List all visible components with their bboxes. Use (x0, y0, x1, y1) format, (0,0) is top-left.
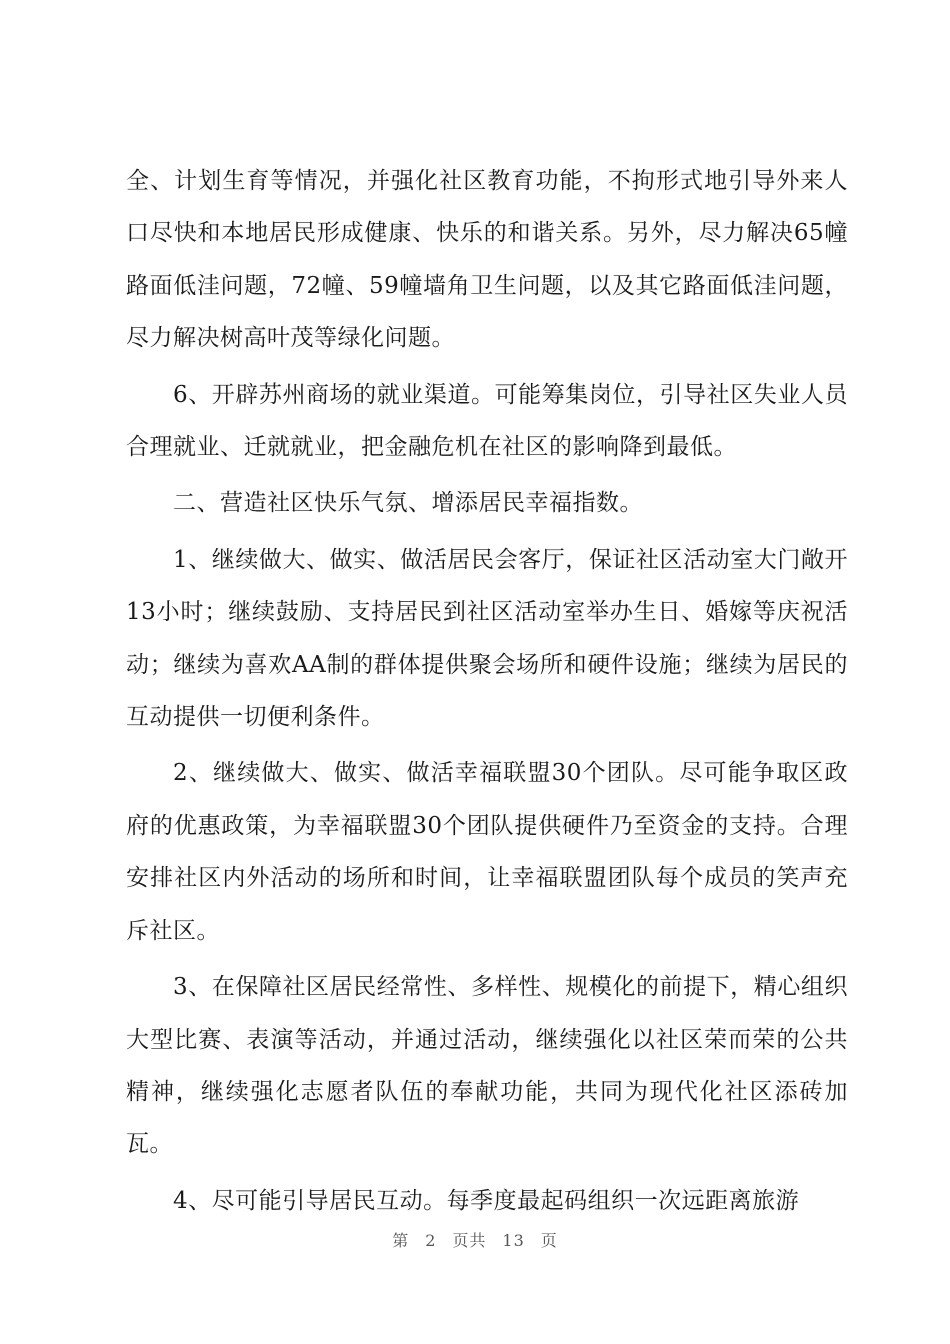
footer-current-page: 2 (425, 1231, 437, 1250)
section-heading-two: 二、营造社区快乐气氛、增添居民幸福指数。 (173, 490, 643, 517)
paragraph-item-6: 6、开辟苏州商场的就业渠道。可能筹集岗位，引导社区失业人员合理就业、迁就就业，把金融危机在社区的影响降到最低。 (126, 381, 848, 461)
footer-total-pages: 13 (502, 1231, 525, 1250)
document-body (126, 155, 848, 1231)
paragraph-item-3: 3、在保障社区居民经常性、多样性、规模化的前提下，精心组织大型比赛、表演等活动，并通过活动，继续强化以社区荣而荣的公共精神，继续强化志愿者队伍的奉献功能，共同为现代化社区添砖加瓦。 (126, 974, 848, 1158)
paragraph-continuation: 全、计划生育等情况，并强化社区教育功能，不拘形式地引导外来人口尽快和本地居民形成健康、快乐的和谐关系。另外，尽力解决65幢路面低洼问题，72幢、59幢墙角卫生问题，以及其它路面低洼问题，尽力解决树高叶茂等绿化问题。 (126, 168, 848, 352)
paragraph-item-2: 2、继续做大、做实、做活幸福联盟30个团队。尽可能争取区政府的优惠政策，为幸福联盟30个团队提供硬件乃至资金的支持。合理安排社区内外活动的场所和时间，让幸福联盟团队每个成员的笑声充斥社区。 (126, 760, 848, 944)
footer-prefix: 第 (392, 1231, 410, 1250)
page-footer (0, 1228, 950, 1251)
paragraph-item-4: 4、尽可能引导居民互动。每季度最起码组织一次远距离旅游 (173, 1187, 800, 1214)
footer-suffix: 页 (540, 1231, 558, 1250)
footer-middle: 页共 (452, 1231, 487, 1250)
paragraph-item-1: 1、继续做大、做实、做活居民会客厅，保证社区活动室大门敞开13小时；继续鼓励、支持居民到社区活动室举办生日、婚嫁等庆祝活动；继续为喜欢AA制的群体提供聚会场所和硬件设施；继续为居民的互动提供一切便利条件。 (126, 546, 848, 731)
